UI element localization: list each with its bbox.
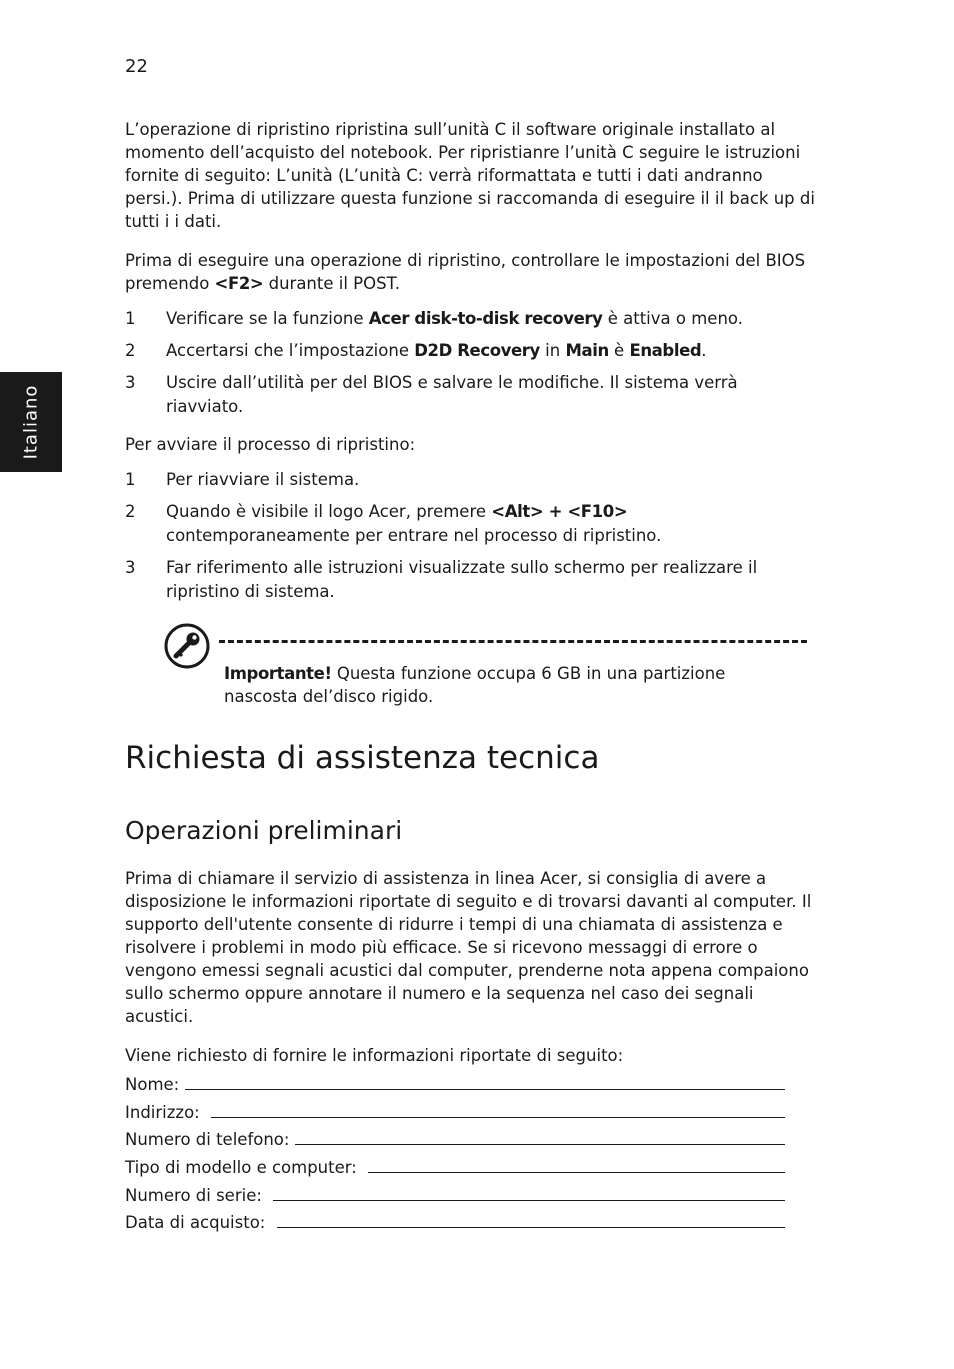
recovery-intro-text: Per avviare il processo di ripristino:: [125, 435, 416, 454]
list-text: [166, 339, 816, 363]
note-divider: [219, 640, 807, 643]
list-number: 2: [125, 502, 136, 521]
form-blank-line[interactable]: [295, 1144, 785, 1145]
text-run: contemporaneamente per entrare nel processo di ripristino.: [166, 525, 662, 545]
intro-paragraph: [125, 118, 815, 233]
text-run: Quando è visibile il logo Acer, premere: [166, 502, 492, 521]
text-run: Verificare se la funzione: [166, 309, 369, 328]
text-run: .: [701, 341, 707, 360]
list-number: 1: [125, 470, 136, 489]
recovery-intro: [125, 433, 815, 456]
form-field-model[interactable]: [125, 1153, 785, 1177]
text-run: è: [608, 341, 630, 360]
language-side-tab: [0, 372, 62, 472]
form-label: Data di acquisto:: [125, 1213, 271, 1232]
list-text: [166, 500, 816, 547]
section-heading: Richiesta di assistenza tecnica: [125, 740, 600, 776]
list-number: 1: [125, 309, 136, 328]
list-text: Per riavviare il sistema.: [166, 470, 360, 489]
form-label: Numero di serie:: [125, 1186, 268, 1205]
bios-paragraph: [125, 249, 815, 295]
form-blank-line[interactable]: [211, 1117, 785, 1118]
form-label: Indirizzo:: [125, 1103, 205, 1122]
form-field-address[interactable]: [125, 1098, 785, 1122]
form-intro-text: Viene richiesto di fornire le informazioni riportate di seguito:: [125, 1046, 624, 1065]
preliminary-paragraph: [125, 867, 815, 1028]
list-number: 3: [125, 373, 136, 392]
form-field-name[interactable]: [125, 1070, 785, 1094]
form-blank-line[interactable]: [277, 1227, 785, 1228]
text-run: in: [539, 341, 566, 360]
form-field-serial[interactable]: [125, 1181, 785, 1205]
text-run: Accertarsi che l’impostazione: [166, 341, 415, 360]
list-text: Far riferimento alle istruzioni visualizzate sullo schermo per realizzare il ripristino di sistema.: [166, 558, 758, 601]
bold-term: Enabled: [629, 341, 702, 360]
list-number: 2: [125, 341, 136, 360]
important-text: Questa funzione occupa 6 GB in una partizione nascosta del’disco rigido.: [224, 664, 726, 706]
bios-text: [125, 249, 815, 295]
key-icon: [163, 622, 211, 670]
form-blank-line[interactable]: [368, 1172, 785, 1173]
bold-term: D2D Recovery: [414, 341, 540, 360]
page-number: 22: [125, 56, 148, 77]
subsection-heading: Operazioni preliminari: [125, 816, 403, 845]
bios-text-b: durante il POST.: [263, 274, 400, 293]
form-label: Tipo di modello e computer:: [125, 1158, 363, 1177]
form-intro: [125, 1044, 815, 1067]
bios-text-a: Prima di eseguire una operazione di ripristino, controllare le impostazioni del BIOS premendo: [125, 251, 806, 293]
form-field-phone[interactable]: [125, 1125, 785, 1149]
list-text: [166, 307, 816, 331]
list-text: Uscire dall’utilità per del BIOS e salvare le modifiche. Il sistema verrà riavviato.: [166, 373, 738, 416]
bold-term: Acer disk-to-disk recovery: [368, 309, 603, 328]
form-blank-line[interactable]: [273, 1200, 785, 1201]
form-label: Nome:: [125, 1075, 180, 1094]
preliminary-text: Prima di chiamare il servizio di assistenza in linea Acer, si consiglia di avere a disposizione le informazioni riportate di seguito e di trovarsi davanti al computer. Il supporto dell'utente consente di ridurre i tempi di una chiamata di assistenza e risolvere i problemi in modo più efficace. Se si ricevono messaggi di errore o vengono emessi segnali acustici dal computer, prenderne nota appena compaiono sullo schermo oppure annotare il numero e la sequenza nel caso dei segnali acustici.: [125, 869, 812, 1026]
important-note: [224, 662, 784, 708]
bold-term: <Alt> + <F10>: [491, 502, 628, 521]
form-field-purchase-date[interactable]: [125, 1208, 785, 1232]
bold-term: Main: [565, 341, 609, 360]
form-blank-line[interactable]: [185, 1089, 785, 1090]
text-run: è attiva o meno.: [602, 309, 743, 328]
list-number: 3: [125, 558, 136, 577]
important-label: Importante!: [224, 664, 332, 683]
intro-text: L’operazione di ripristino ripristina sull’unità C il software originale installato al momento dell’acquisto del notebook. Per ripristianre l’unità C seguire le istruzioni fornite di seguito: L’unità (L’unità C: verrà riformattata e tutti i dati andranno persi.). Prima di utilizzare questa funzione si raccomanda di eseguire il il back up di tutti i i dati.: [125, 120, 815, 231]
form-label: Numero di telefono:: [125, 1130, 290, 1149]
f2-key: <F2>: [214, 274, 264, 293]
language-side-tab-label: Italiano: [20, 384, 42, 460]
